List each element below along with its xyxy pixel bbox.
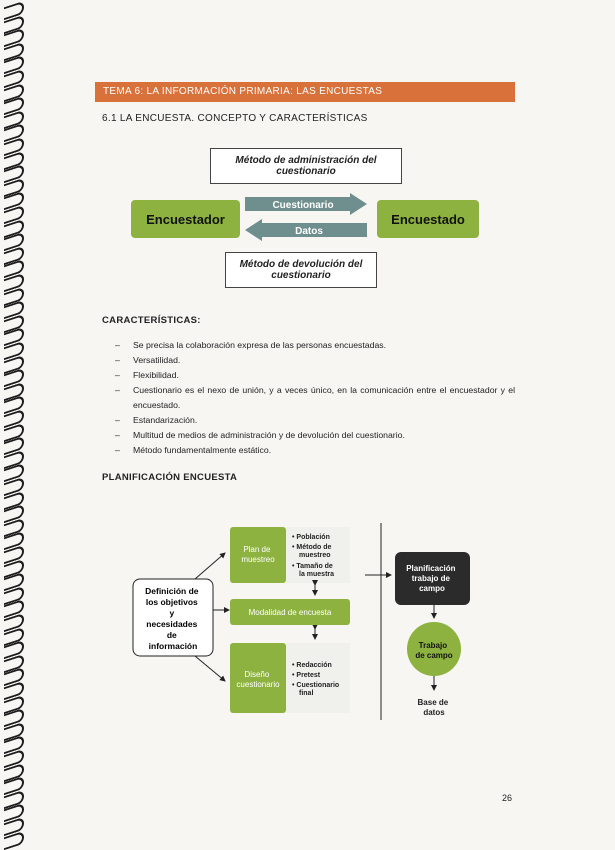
base-datos-label: Base de datos	[417, 698, 449, 717]
arrow-right-label: Cuestionario	[272, 200, 334, 211]
encuestador-label: Encuestador	[146, 211, 225, 227]
characteristics-title: CARACTERÍSTICAS:	[102, 315, 201, 326]
admin-method-box	[210, 148, 402, 184]
list-item: – Se precisa la colaboración expresa de las personas encuestadas.	[115, 338, 515, 353]
list-item: – Versatilidad.	[115, 353, 515, 368]
page-number: 26	[502, 793, 513, 803]
spiral-binding	[0, 0, 26, 848]
plan-items-text: • Población • Método de muestreo • Tamaño de la muestra	[292, 534, 335, 578]
encuestador-box	[131, 200, 240, 238]
plan-muestreo-label: Plan de muestreo	[241, 545, 275, 564]
planning-diagram	[125, 515, 485, 725]
admin-method-label: Método de administración del cuestionario	[235, 154, 377, 177]
planning-title: PLANIFICACIÓN ENCUESTA	[102, 472, 238, 483]
list-item: – Método fundamentalmente estático.	[115, 443, 515, 458]
list-item: – Multitud de medios de administración y de devolución del cuestionario.	[115, 428, 515, 443]
characteristics-list	[115, 338, 515, 458]
encuestado-box	[377, 200, 479, 238]
definition-label: Definición de los objetivos y necesidades de información	[145, 586, 199, 651]
list-item: – Cuestionario es el nexo de unión, y a veces único, en la comunicación entre el encuestador y el encuestado.	[115, 383, 515, 413]
section-title: 6.1 LA ENCUESTA. CONCEPTO Y CARACTERÍSTICAS	[102, 113, 368, 124]
connector-to-diseno	[195, 656, 225, 681]
return-method-box	[225, 252, 377, 288]
arrow-left-label: Datos	[295, 226, 323, 237]
diseno-items-text: • Redacción • Pretest • Cuestionario final	[292, 662, 340, 697]
encuestado-label: Encuestado	[391, 211, 465, 227]
chapter-banner: TEMA 6: LA INFORMACIÓN PRIMARIA: LAS ENCUESTAS	[95, 82, 515, 102]
list-item: – Flexibilidad.	[115, 368, 515, 383]
planificacion-label: Planificación trabajo de campo	[406, 564, 456, 593]
trabajo-label: Trabajo de campo	[415, 641, 453, 660]
list-item: – Estandarización.	[115, 413, 515, 428]
modalidad-label: Modalidad de encuesta	[248, 608, 332, 617]
connector-to-plan	[195, 553, 225, 579]
diseno-label: Diseño cuestionario	[236, 670, 280, 689]
return-method-label: Método de devolución del cuestionario	[239, 258, 363, 281]
exchange-arrows	[245, 193, 373, 245]
